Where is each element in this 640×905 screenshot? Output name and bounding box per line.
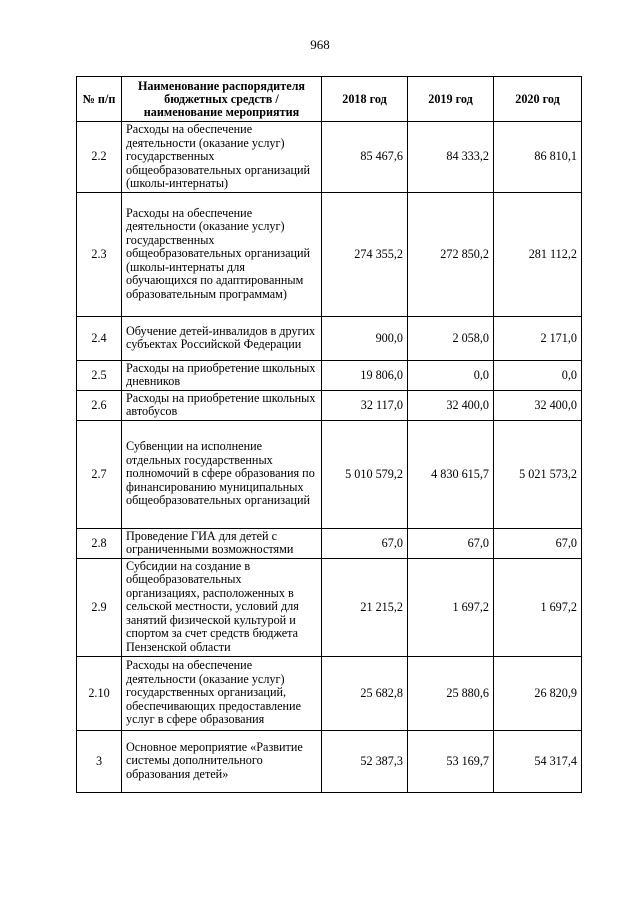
row-number: 2.3: [77, 192, 122, 316]
table-row: [77, 192, 582, 316]
row-value-2018: 21 215,2: [322, 558, 408, 656]
row-name: Субвенции на исполнение отдельных государственных полномочий в сфере образования по финансированию муниципальных общеобразовательных организаций: [122, 420, 322, 528]
row-value-2020: 2 171,0: [494, 316, 582, 360]
row-name: Субсидии на создание в общеобразовательных организациях, расположенных в сельской местности, условий для занятий физической культурой и спортом за счет средств бюджета Пензенской области: [122, 558, 322, 656]
row-name: Расходы на приобретение школьных автобусов: [122, 390, 322, 420]
row-value-2020: 86 810,1: [494, 122, 582, 193]
row-number: 2.10: [77, 656, 122, 730]
row-number: 3: [77, 730, 122, 792]
row-value-2019: 32 400,0: [408, 390, 494, 420]
row-value-2020: 67,0: [494, 528, 582, 558]
row-value-2018: 19 806,0: [322, 360, 408, 390]
header-2020: 2020 год: [494, 77, 582, 122]
row-name: Расходы на обеспечение деятельности (оказание услуг) государственных общеобразовательных организаций (школы-интернаты): [122, 122, 322, 193]
row-value-2020: 32 400,0: [494, 390, 582, 420]
row-value-2019: 25 880,6: [408, 656, 494, 730]
row-number: 2.8: [77, 528, 122, 558]
row-number: 2.5: [77, 360, 122, 390]
budget-table: [76, 76, 582, 793]
table-row: [77, 390, 582, 420]
row-value-2019: 67,0: [408, 528, 494, 558]
table-row: [77, 360, 582, 390]
table-header: [77, 77, 582, 122]
row-value-2018: 32 117,0: [322, 390, 408, 420]
row-value-2018: 900,0: [322, 316, 408, 360]
row-value-2020: 1 697,2: [494, 558, 582, 656]
row-name: Расходы на приобретение школьных дневников: [122, 360, 322, 390]
row-number: 2.7: [77, 420, 122, 528]
row-value-2019: 53 169,7: [408, 730, 494, 792]
row-value-2019: 272 850,2: [408, 192, 494, 316]
header-number: № п/п: [77, 77, 122, 122]
row-value-2018: 25 682,8: [322, 656, 408, 730]
table-row: [77, 656, 582, 730]
row-number: 2.4: [77, 316, 122, 360]
row-name: Расходы на обеспечение деятельности (оказание услуг) государственных общеобразовательных организаций (школы-интернаты для обучающихся по адаптированным образовательным программам): [122, 192, 322, 316]
row-number: 2.2: [77, 122, 122, 193]
row-value-2019: 84 333,2: [408, 122, 494, 193]
table-row: [77, 730, 582, 792]
row-value-2018: 85 467,6: [322, 122, 408, 193]
row-value-2020: 26 820,9: [494, 656, 582, 730]
row-number: 2.6: [77, 390, 122, 420]
row-name: Основное мероприятие «Развитие системы дополнительного образования детей»: [122, 730, 322, 792]
row-value-2018: 5 010 579,2: [322, 420, 408, 528]
row-value-2019: 0,0: [408, 360, 494, 390]
row-value-2018: 274 355,2: [322, 192, 408, 316]
row-value-2019: 2 058,0: [408, 316, 494, 360]
table-row: [77, 420, 582, 528]
row-name: Проведение ГИА для детей с ограниченными возможностями: [122, 528, 322, 558]
row-value-2020: 281 112,2: [494, 192, 582, 316]
row-value-2020: 5 021 573,2: [494, 420, 582, 528]
table-row: [77, 558, 582, 656]
row-value-2019: 1 697,2: [408, 558, 494, 656]
header-row: [77, 77, 582, 122]
row-number: 2.9: [77, 558, 122, 656]
row-value-2018: 52 387,3: [322, 730, 408, 792]
row-name: Расходы на обеспечение деятельности (оказание услуг) государственных организаций, обеспечивающих предоставление услуг в сфере образования: [122, 656, 322, 730]
page-number: 968: [310, 37, 330, 52]
row-value-2020: 54 317,4: [494, 730, 582, 792]
row-value-2019: 4 830 615,7: [408, 420, 494, 528]
table-row: [77, 316, 582, 360]
row-value-2020: 0,0: [494, 360, 582, 390]
header-name: Наименование распорядителя бюджетных средств / наименование мероприятия: [122, 77, 322, 122]
header-2018: 2018 год: [322, 77, 408, 122]
table-row: [77, 528, 582, 558]
table-body: [77, 122, 582, 793]
row-name: Обучение детей-инвалидов в других субъектах Российской Федерации: [122, 316, 322, 360]
table-row: [77, 122, 582, 193]
header-2019: 2019 год: [408, 77, 494, 122]
row-value-2018: 67,0: [322, 528, 408, 558]
